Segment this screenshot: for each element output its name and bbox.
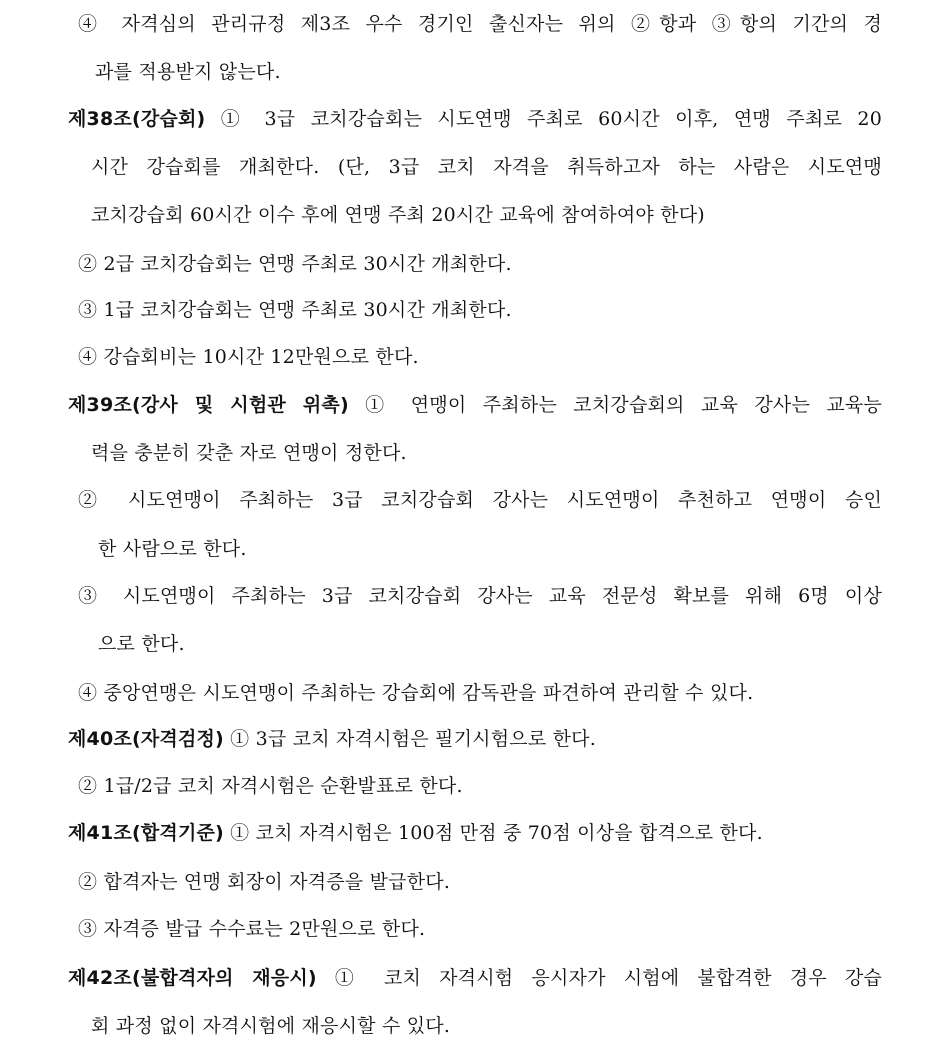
paragraph-line [78,870,450,894]
paragraph-line [91,441,407,465]
paragraph-line [78,917,425,941]
line-text: 시간 강습회를 개최한다. (단, 3급 코치 자격을 취득하고자 하는 사람은 시도연맹 [91,156,882,178]
line-text: ③ 시도연맹이 주최하는 3급 코치강습회 강사는 교육 전문성 확보를 위해 6명 이상 [78,585,882,607]
article-41-line [68,821,763,845]
line-text: ① 3급 코치 자격시험은 필기시험으로 한다. [223,728,596,750]
line-text: 력을 충분히 갖춘 자로 연맹이 정한다. [91,442,407,464]
line-text: 으로 한다. [98,633,185,655]
line-text: ③ 자격증 발급 수수료는 2만원으로 한다. [78,918,426,940]
line-text: ① 코치 자격시험은 100점 만점 중 70점 이상을 합격으로 한다. [223,822,763,844]
paragraph-line [78,681,753,705]
line-text: ② 1급/2급 코치 자격시험은 순환발표로 한다. [78,775,463,797]
article-38-line [68,107,882,131]
line-text: ① 코치 자격시험 응시자가 시험에 불합격한 경우 강습 [316,967,882,989]
line-text: ③ 1급 코치강습회는 연맹 주최로 30시간 개최한다. [78,299,512,321]
paragraph-line [95,60,281,84]
article-40-line [68,727,596,751]
line-text: ④ 중앙연맹은 시도연맹이 주최하는 강습회에 감독관을 파견하여 관리할 수 있다. [78,682,754,704]
article-heading: 제42조(불합격자의 재응시) [68,967,317,989]
paragraph-line [78,252,512,276]
line-text: 코치강습회 60시간 이수 후에 연맹 주최 20시간 교육에 참여하여야 한다) [91,204,705,226]
paragraph-line [78,12,882,36]
article-42-line [68,966,882,990]
line-text: ④ 강습회비는 10시간 12만원으로 한다. [78,346,419,368]
paragraph-line [98,632,185,656]
line-text: 과를 적용받지 않는다. [95,61,281,83]
paragraph-line [91,1014,450,1038]
line-text: 한 사람으로 한다. [98,538,247,560]
paragraph-line [91,155,882,179]
line-text: ④ 자격심의 관리규정 제3조 우수 경기인 출신자는 위의 ②항과 ③항의 기간의 경 [78,13,882,35]
article-heading: 제40조(자격검정) [68,728,224,750]
article-39-line [68,393,882,417]
article-heading: 제38조(강습회) [68,108,206,130]
line-text: ② 합격자는 연맹 회장이 자격증을 발급한다. [78,871,451,893]
article-heading: 제39조(강사 및 시험관 위촉) [68,394,349,416]
paragraph-line [78,584,882,608]
article-heading: 제41조(합격기준) [68,822,224,844]
line-text: ① 연맹이 주최하는 코치강습회의 교육 강사는 교육능 [348,394,883,416]
paragraph-line [78,774,463,798]
line-text: ② 2급 코치강습회는 연맹 주최로 30시간 개최한다. [78,253,512,275]
paragraph-line [78,345,419,369]
line-text: ② 시도연맹이 주최하는 3급 코치강습회 강사는 시도연맹이 추천하고 연맹이 승인 [78,489,882,511]
paragraph-line [91,203,705,227]
paragraph-line [78,488,882,512]
line-text: 회 과정 없이 자격시험에 재응시할 수 있다. [91,1015,451,1037]
paragraph-line [98,537,247,561]
paragraph-line [78,298,512,322]
line-text: ① 3급 코치강습회는 시도연맹 주최로 60시간 이후, 연맹 주최로 20 [205,108,882,130]
